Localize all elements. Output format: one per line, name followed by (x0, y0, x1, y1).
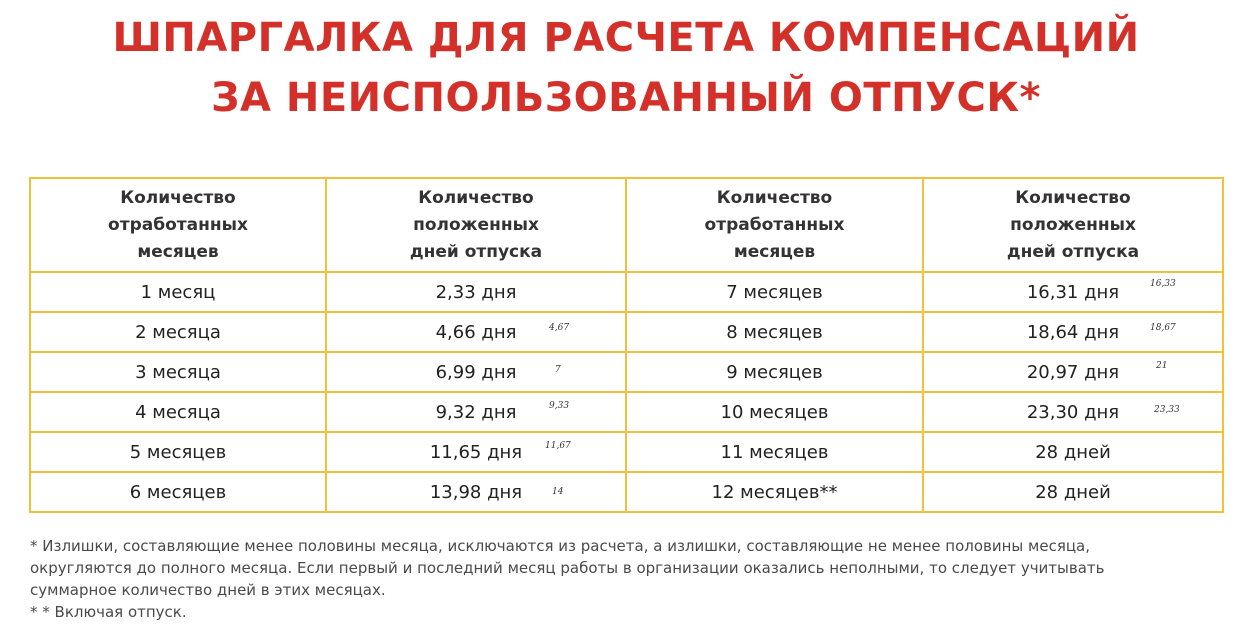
months-cell: 8 месяцев (626, 312, 923, 352)
handwritten-note: 18,67 (1150, 323, 1176, 333)
handwritten-note: 11,67 (545, 441, 571, 451)
days-cell: 6,99 дня 7 (326, 352, 626, 392)
months-cell: 7 месяцев (626, 272, 923, 312)
days-cell: 11,65 дня 11,67 (326, 432, 626, 472)
days-cell: 9,32 дня 9,33 (326, 392, 626, 432)
months-cell: 6 месяцев (30, 472, 326, 512)
days-cell: 13,98 дня 14 (326, 472, 626, 512)
header-vacation-days-a: Количество положенных дней отпуска (326, 178, 626, 272)
days-cell: 28 дней (923, 432, 1223, 472)
header-months-worked-a: Количество отработанных месяцев (30, 178, 326, 272)
months-cell: 11 месяцев (626, 432, 923, 472)
handwritten-note: 23,33 (1154, 405, 1180, 415)
footnote-line: округляются до полного месяца. Если первый и последний месяц работы в организации оказались неполными, то следует учитывать (30, 559, 1105, 577)
compensation-table (29, 177, 1224, 513)
title-line-1: ШПАРГАЛКА ДЛЯ РАСЧЕТА КОМПЕНСАЦИЙ (112, 15, 1140, 61)
months-cell: 3 месяца (30, 352, 326, 392)
months-cell: 2 месяца (30, 312, 326, 352)
handwritten-note: 9,33 (549, 401, 570, 411)
footnotes (30, 535, 1230, 623)
months-cell: 12 месяцев** (626, 472, 923, 512)
table-row (30, 472, 1223, 512)
days-cell: 23,30 дня 23,33 (923, 392, 1223, 432)
days-cell: 2,33 дня (326, 272, 626, 312)
months-cell: 1 месяц (30, 272, 326, 312)
table-row (30, 272, 1223, 312)
handwritten-note: 4,67 (549, 323, 570, 333)
table-header-row (30, 178, 1223, 272)
table-row (30, 352, 1223, 392)
page-title (0, 8, 1252, 128)
header-months-worked-b: Количество отработанных месяцев (626, 178, 923, 272)
months-cell: 4 месяца (30, 392, 326, 432)
months-cell: 5 месяцев (30, 432, 326, 472)
handwritten-note: 14 (552, 487, 564, 497)
days-cell: 18,64 дня 18,67 (923, 312, 1223, 352)
table-row (30, 432, 1223, 472)
compensation-table-container (29, 177, 1222, 513)
table-row (30, 392, 1223, 432)
footnote-line: * * Включая отпуск. (30, 603, 187, 621)
header-vacation-days-b: Количество положенных дней отпуска (923, 178, 1223, 272)
footnote-line: суммарное количество дней в этих месяцах. (30, 581, 386, 599)
months-cell: 10 месяцев (626, 392, 923, 432)
days-cell: 20,97 дня 21 (923, 352, 1223, 392)
table-row (30, 312, 1223, 352)
title-line-2: ЗА НЕИСПОЛЬЗОВАННЫЙ ОТПУСК* (211, 75, 1041, 121)
handwritten-note: 7 (555, 365, 561, 375)
days-cell: 4,66 дня 4,67 (326, 312, 626, 352)
handwritten-note: 21 (1156, 361, 1168, 371)
days-cell: 16,31 дня 16,33 (923, 272, 1223, 312)
handwritten-note: 16,33 (1150, 279, 1176, 289)
days-cell: 28 дней (923, 472, 1223, 512)
months-cell: 9 месяцев (626, 352, 923, 392)
footnote-line: * Излишки, составляющие менее половины месяца, исключаются из расчета, а излишки, составляющие не менее половины месяца, (30, 537, 1091, 555)
